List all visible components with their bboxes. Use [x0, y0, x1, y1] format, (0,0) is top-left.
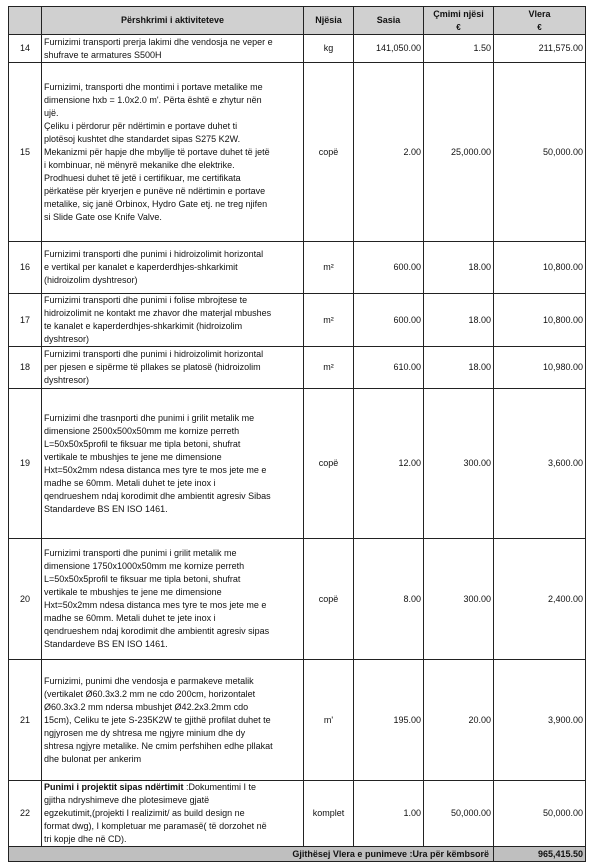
header-row — [9, 7, 586, 35]
description-line: shtresa ngjyre metalike. Ne cmim perfshihen edhe pllakat — [44, 740, 273, 751]
item-value: 10,800.00 — [494, 294, 586, 347]
item-unit: komplet — [304, 781, 354, 847]
header-price-currency: € — [456, 22, 461, 32]
header-quantity: Sasia — [354, 7, 424, 35]
item-unit-price: 300.00 — [424, 539, 494, 660]
table-row — [9, 660, 586, 781]
description-line: Standardeve BS EN ISO 1461. — [44, 503, 168, 514]
description-line: Standardeve BS EN ISO 1461. — [44, 639, 168, 649]
description-line: tri kopje dhe në CD). — [44, 834, 127, 844]
table-row — [9, 63, 586, 242]
header-value-label: Vlera — [528, 8, 551, 19]
item-number: 14 — [9, 35, 42, 63]
description-line: qendrueshem ndaj korodimit dhe ambientit agresiv sipas — [44, 626, 270, 636]
item-description — [42, 63, 304, 242]
table-row — [9, 35, 586, 63]
table-row — [9, 389, 586, 539]
bill-of-quantities-table — [8, 6, 586, 862]
description-line: dyshtresor) — [44, 375, 90, 385]
description-line: përkatëse për kryerjen e punëve në ndërtimin e portave — [44, 185, 266, 196]
description-line: dimensione 1750x1000x50mm me kornize perreth — [44, 561, 245, 571]
description-line: dimensione hxb = 1.0x2.0 m'. Përta është e zhytur nën — [44, 94, 262, 105]
description-line: Furnizimi transporti dhe punimi i folise mbrojtese te — [44, 295, 248, 305]
table-row — [9, 347, 586, 389]
item-unit: copë — [304, 63, 354, 242]
header-nr — [9, 7, 42, 35]
item-unit: m² — [304, 242, 354, 294]
description-line: gjitha ndryshimeve dhe plotesimeve gjatë — [44, 795, 210, 805]
header-price — [424, 7, 494, 35]
description-line: dyshtresor) — [44, 334, 90, 344]
item-quantity: 1.00 — [354, 781, 424, 847]
item-unit-price: 18.00 — [424, 242, 494, 294]
description-line: egzekutimit,(projekti I realizimit/ as build design ne — [44, 808, 245, 818]
table-row — [9, 781, 586, 847]
description-line: ujë. — [44, 107, 59, 118]
description-line: (hidroizolim dyshtresor) — [44, 275, 138, 285]
description-line: dhe bulonat per ankerim — [44, 753, 142, 764]
item-value: 3,900.00 — [494, 660, 586, 781]
description-line: Furnizimi transporti dhe punimi i hidroizolimit horizontal — [44, 249, 264, 259]
item-unit: copë — [304, 539, 354, 660]
item-quantity: 12.00 — [354, 389, 424, 539]
table-row — [9, 539, 586, 660]
item-unit: m² — [304, 294, 354, 347]
item-description — [42, 389, 304, 539]
item-number: 21 — [9, 660, 42, 781]
item-number: 18 — [9, 347, 42, 389]
item-description — [42, 294, 304, 347]
item-unit: kg — [304, 35, 354, 63]
description-line: Mekanizmi për hapje dhe mbyllje të portave duhet të jetë — [44, 146, 270, 157]
description-line: metalike, siç janë Orbinox, Hydro Gate etj. ne treg njifen — [44, 198, 268, 209]
item-unit: m² — [304, 347, 354, 389]
description-line: Furnizimi dhe trasnporti dhe punimi i grilit metalik me — [44, 412, 255, 423]
description-line: shufrave te armatures S500H — [44, 49, 162, 60]
description-line: si Slide Gate ose Knife Valve. — [44, 211, 162, 222]
description-line: Çeliku i përdorur për ndërtimin e portave duhet ti — [44, 120, 238, 131]
description-line: dimensione 2500x500x50mm me kornize perreth — [44, 425, 240, 436]
description-line: Prodhuesi duhet të jetë i certifikuar, me certifikata — [44, 172, 241, 183]
description-line: Furnizimi, transporti dhe montimi i portave metalike me — [44, 81, 263, 92]
item-quantity: 141,050.00 — [354, 35, 424, 63]
description-line: madhe se 60mm. Metali duhet te jete inox i — [44, 613, 216, 623]
item-value: 10,800.00 — [494, 242, 586, 294]
item-quantity: 195.00 — [354, 660, 424, 781]
description-line: ngjyrosen me dy shtresa me ngjyre minium dhe dy — [44, 727, 246, 738]
item-description — [42, 660, 304, 781]
item-number: 20 — [9, 539, 42, 660]
item-unit: copë — [304, 389, 354, 539]
description-line: Furnizimi, punimi dhe vendosja e parmakeve metalik — [44, 675, 254, 686]
item-unit-price: 50,000.00 — [424, 781, 494, 847]
item-description-lead: Punimi i projektit sipas ndërtimit — [44, 782, 184, 792]
item-value: 50,000.00 — [494, 63, 586, 242]
description-line: format dwg), I kompletuar me paramasë( të dorzohet në — [44, 821, 267, 831]
description-line: per pjesen e sipërme të pllakes se platosë (hidroizolim — [44, 362, 261, 372]
item-value: 2,400.00 — [494, 539, 586, 660]
header-value — [494, 7, 586, 35]
item-unit-price: 300.00 — [424, 389, 494, 539]
total-row — [9, 847, 586, 862]
total-label: Gjithësej Vlera e punimeve :Ura për këmbsorë — [9, 847, 494, 862]
description-line: :Dokumentimi I te — [183, 782, 257, 792]
description-line: plotësoj kushtet dhe standardet sipas S275 K2W. — [44, 133, 241, 144]
description-line: Furnizimi transporti dhe punimi i grilit metalik me — [44, 548, 237, 558]
item-description — [42, 781, 304, 847]
item-unit-price: 18.00 — [424, 347, 494, 389]
description-line: vertikale te mbushjes te jene me dimensione — [44, 587, 222, 597]
description-line: hidroizolimit ne kontakt me zhavor dhe materjal mbushes — [44, 308, 272, 318]
description-line: Ø60.3x3.2 mm ndersa mbushjet Ø42.2x3.2mm cdo — [44, 701, 249, 712]
description-line: L=50x50x5profil te fiksuar me tipla betoni, shufrat — [44, 574, 241, 584]
item-unit-price: 18.00 — [424, 294, 494, 347]
description-line: (vertikalet Ø60.3x3.2 mm ne cdo 200cm, horizontalet — [44, 688, 256, 699]
header-price-label: Çmimi njësi — [433, 8, 484, 19]
item-value: 3,600.00 — [494, 389, 586, 539]
description-line: i kombinuar, në mënyrë mekanike dhe elektrike. — [44, 159, 235, 170]
description-line: te kanalet e kaperderdhjes-shkarkimit (hidroizolim — [44, 321, 243, 331]
item-value: 50,000.00 — [494, 781, 586, 847]
item-number: 15 — [9, 63, 42, 242]
item-quantity: 2.00 — [354, 63, 424, 242]
item-description — [42, 242, 304, 294]
header-unit: Njësia — [304, 7, 354, 35]
item-number: 16 — [9, 242, 42, 294]
description-line: Furnizimi transporti prerja lakimi dhe vendosja ne veper e — [44, 36, 273, 47]
description-line: Furnizimi transporti dhe punimi i hidroizolimit horizontal — [44, 349, 264, 359]
header-description: Përshkrimi i aktiviteteve — [42, 7, 304, 35]
description-line: 15cm), Celiku te jete S-235K2W te gjithë profilat duhet te — [44, 714, 271, 725]
item-number: 19 — [9, 389, 42, 539]
header-value-currency: € — [537, 22, 542, 32]
table-row — [9, 294, 586, 347]
total-value: 965,415.50 — [494, 847, 586, 862]
item-unit-price: 25,000.00 — [424, 63, 494, 242]
item-number: 22 — [9, 781, 42, 847]
table-row — [9, 242, 586, 294]
item-quantity: 600.00 — [354, 242, 424, 294]
item-unit-price: 1.50 — [424, 35, 494, 63]
description-line: Hxt=50x2mm ndesa distanca mes tyre te mos jete me e — [44, 600, 267, 610]
item-unit-price: 20.00 — [424, 660, 494, 781]
item-quantity: 600.00 — [354, 294, 424, 347]
description-line: madhe se 60mm. Metali duhet te jete inox i — [44, 477, 216, 488]
item-value: 211,575.00 — [494, 35, 586, 63]
item-value: 10,980.00 — [494, 347, 586, 389]
item-description — [42, 347, 304, 389]
item-quantity: 8.00 — [354, 539, 424, 660]
description-line: L=50x50x5profil te fiksuar me tipla betoni, shufrat — [44, 438, 241, 449]
item-unit: m' — [304, 660, 354, 781]
item-number: 17 — [9, 294, 42, 347]
description-line: qendrueshem ndaj korodimit dhe ambientit agresiv Sibas — [44, 490, 271, 501]
description-line: vertikale te mbushjes te jene me dimensione — [44, 451, 222, 462]
item-description — [42, 539, 304, 660]
description-line: e vertikal per kanalet e kaperderdhjes-shkarkimit — [44, 262, 238, 272]
item-description — [42, 35, 304, 63]
description-line: Hxt=50x2mm ndesa distanca mes tyre te mos jete me e — [44, 464, 267, 475]
item-quantity: 610.00 — [354, 347, 424, 389]
